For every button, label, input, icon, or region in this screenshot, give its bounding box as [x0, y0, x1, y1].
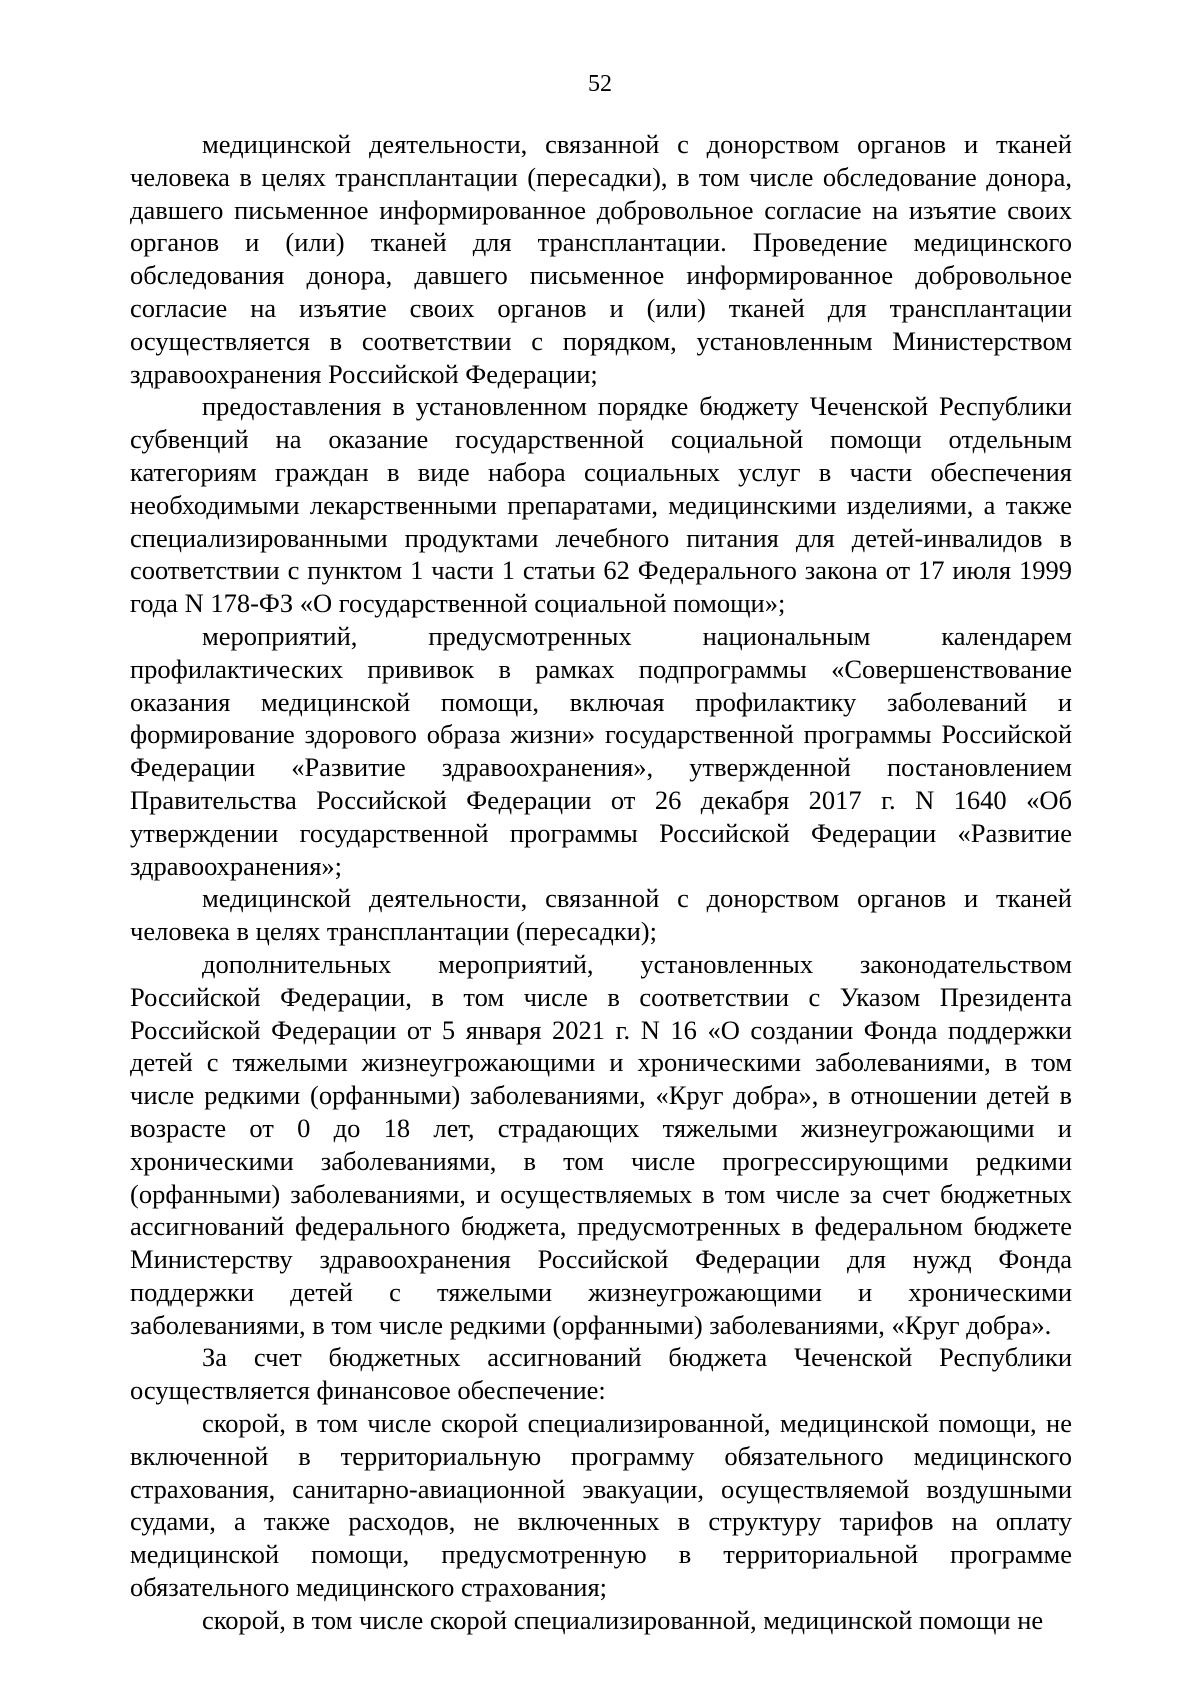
paragraph: скорой, в том числе скорой специализированной, медицинской помощи, не включенной в территориальную программу обязательного медицинского страхования, санитарно-авиационной эвакуации, осуществляемой воздушными судами, а также расходов, не включенных в структуру тарифов на оплату медицинской помощи, предусмотренную в территориальной программе обязательного медицинского страхования; [130, 1408, 1072, 1603]
document-body [130, 128, 1072, 1637]
paragraph: предоставления в установленном порядке бюджету Чеченской Республики субвенций на оказание государственной социальной помощи отдельным категориям граждан в виде набора социальных услуг в части обеспечения необходимыми лекарственными препаратами, медицинскими изделиями, а также специализированными продуктами лечебного питания для детей-инвалидов в соответствии с пунктом 1 части 1 статьи 62 Федерального закона от 17 июля 1999 года N 178-ФЗ «О государственной социальной помощи»; [130, 391, 1072, 619]
paragraph: медицинской деятельности, связанной с донорством органов и тканей человека в целях трансплантации (пересадки), в том числе обследование донора, давшего письменное информированное добровольное согласие на изъятие своих органов и (или) тканей для трансплантации. Проведение медицинского обследования донора, давшего письменное информированное добровольное согласие на изъятие своих органов и (или) тканей для трансплантации осуществляется в соответствии с порядком, установленным Министерством здравоохранения Российской Федерации; [130, 129, 1072, 389]
paragraph: мероприятий, предусмотренных национальным календарем профилактических прививок в рамках подпрограммы «Совершенствование оказания медицинской помощи, включая профилактику заболеваний и формирование здорового образа жизни» государственной программы Российской Федерации «Развитие здравоохранения», утвержденной постановлением Правительства Российской Федерации от 26 декабря 2017 г. N 1640 «Об утверждении государственной программы Российской Федерации «Развитие здравоохранения»; [130, 620, 1072, 881]
paragraph: медицинской деятельности, связанной с донорством органов и тканей человека в целях трансплантации (пересадки); [130, 883, 1072, 947]
paragraph: скорой, в том числе скорой специализированной, медицинской помощи не [202, 1604, 1044, 1635]
paragraph: дополнительных мероприятий, установленных законодательством Российской Федерации, в том числе в соответствии с Указом Президента Российской Федерации от 5 января 2021 г. N 16 «О создании Фонда поддержки детей с тяжелыми жизнеугрожающими и хроническими заболеваниями, в том числе редкими (орфанными) заболеваниями, «Круг добра», в отношении детей в возрасте от 0 до 18 лет, страдающих тяжелыми жизнеугрожающими и хроническими заболеваниями, в том числе прогрессирующими редкими (орфанными) заболеваниями, и осуществляемых в том числе за счет бюджетных ассигнований федерального бюджета, предусмотренных в федеральном бюджете Министерству здравоохранения Российской Федерации для нужд Фонда поддержки детей с тяжелыми жизнеугрожающими и хроническими заболеваниями, в том числе редкими (орфанными) заболеваниями, «Круг добра». [130, 948, 1072, 1340]
page-number: 52 [588, 71, 612, 97]
paragraph: За счет бюджетных ассигнований бюджета Чеченской Республики осуществляется финансовое обеспечение: [130, 1342, 1072, 1406]
